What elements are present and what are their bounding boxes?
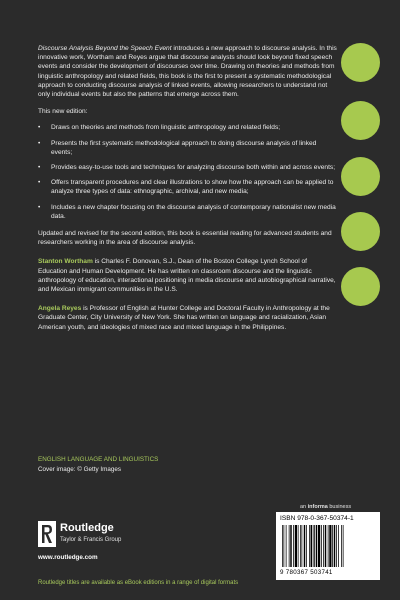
isbn-label: ISBN 978-0-367-50374-1 <box>280 515 354 522</box>
bullet-icon: • <box>38 139 41 147</box>
list-item-text: Provides easy-to-use tools and techniques for analyzing discourse both within and across events; <box>51 164 336 172</box>
subject-category: ENGLISH LANGUAGE AND LINGUISTICS <box>38 456 159 463</box>
publisher-logo <box>38 520 158 550</box>
ebook-note: Routledge titles are available as eBook editions in a range of digital formats <box>38 580 239 586</box>
green-circle-decoration-icon <box>341 212 380 251</box>
list-item <box>38 163 338 172</box>
bullet-icon: • <box>38 164 41 172</box>
edition-heading: This new edition: <box>38 108 88 116</box>
bullet-icon: • <box>38 179 41 187</box>
bullet-icon: • <box>38 124 41 132</box>
publisher-subtitle: Taylor & Francis Group <box>60 537 122 543</box>
green-circle-decoration-icon <box>341 43 380 82</box>
barcode-number: 9 780367 503741 <box>280 569 333 576</box>
list-item <box>38 178 338 196</box>
updated-paragraph: Updated and revised for the second edition, this book is essential reading for advanced students and researchers working in the area of discourse analysis. <box>38 230 332 247</box>
text-column <box>38 44 338 332</box>
green-circle-decoration-icon <box>341 101 380 140</box>
intro-text: introduces a new approach to discourse analysis. In this innovative work, Wortham and Reyes argue that discourse analysts should look beyond fixed speech events and consider the development of discourses over time. Drawing on theories and methods from linguistic anthropology and related fields, this book is the first to present a systematic methodological approach to conducting discourse analysis of linked events, allowing researchers to understand not only individual events but also the patterns that emerge across them. <box>38 45 337 99</box>
author-bio-wortham <box>38 257 338 294</box>
intro-paragraph <box>38 44 338 99</box>
author-name: Stanton Wortham <box>38 258 93 266</box>
feature-list <box>38 123 338 221</box>
publisher-url: www.routledge.com <box>38 554 98 561</box>
publisher-name: Routledge <box>60 522 114 534</box>
author-bio-text: is Charles F. Donovan, S.J., Dean of the Boston College Lynch School of Education and Human Development. He has written on classroom discourse and the linguistic anthropology of education, interactional positioning in media discourse and autobiographical narrative, and Mexican immigrant communities in the U.S. <box>38 258 336 294</box>
cover-credit: Cover image: © Getty Images <box>38 466 122 473</box>
barcode-icon <box>280 525 376 567</box>
barcode-panel <box>276 512 380 580</box>
informa-business-label: an informa business <box>300 504 352 510</box>
list-item-text: Presents the first systematic methodological approach to doing discourse analysis of linked events; <box>51 139 317 156</box>
author-name: Angela Reyes <box>38 305 82 313</box>
book-title-italic: Discourse Analysis Beyond the Speech Event <box>38 45 172 52</box>
author-bio-text: is Professor of English at Hunter College and Doctoral Faculty in Anthropology at the Graduate Center, City University of New York. She has written on language and racialization, Asian American youth, and ideologies of mixed race and mixed language in the Philippines. <box>38 305 330 331</box>
list-item-text: Includes a new chapter focusing on the discourse analysis of contemporary nationalist new media data. <box>51 203 336 220</box>
green-circle-decoration-icon <box>341 267 380 306</box>
list-item <box>38 123 338 132</box>
list-item-text: Draws on theories and methods from linguistic anthropology and related fields; <box>51 124 281 132</box>
list-item <box>38 139 338 157</box>
green-circle-decoration-icon <box>341 157 380 196</box>
list-item <box>38 203 338 221</box>
author-bio-reyes <box>38 304 338 332</box>
bullet-icon: • <box>38 203 41 211</box>
list-item-text: Offers transparent procedures and clear illustrations to show how the approach can be applied to analyze three types of data: ethnographic, archival, and new media; <box>51 179 334 196</box>
routledge-r-logo-icon <box>38 521 56 547</box>
